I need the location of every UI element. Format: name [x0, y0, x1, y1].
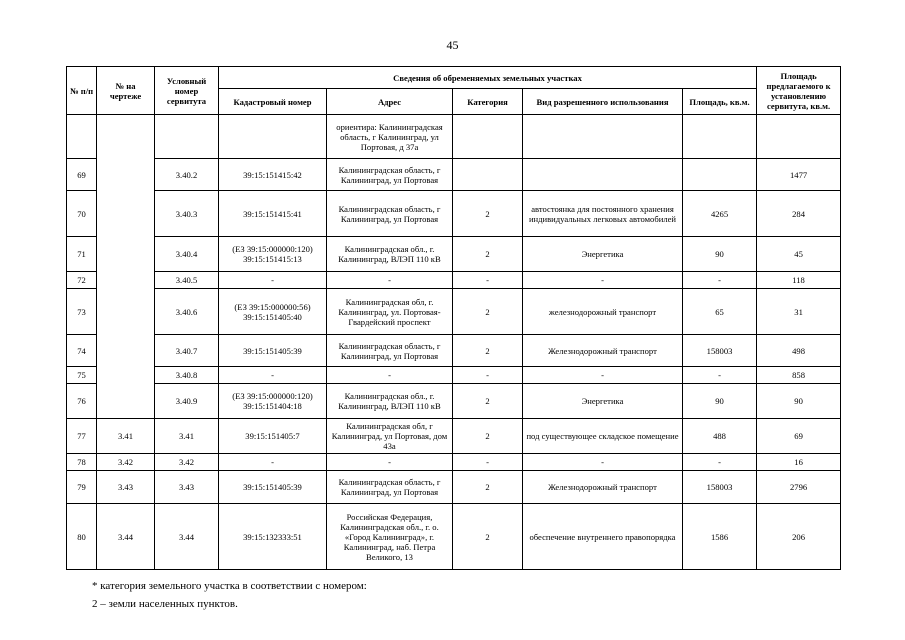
cell-category	[453, 159, 523, 191]
cell-usage	[523, 159, 683, 191]
header-area: Площадь, кв.м.	[683, 89, 757, 115]
table-row	[67, 471, 841, 504]
cell-drawing: 3.41	[97, 419, 155, 454]
cell-usage: железнодорожный транспорт	[523, 289, 683, 335]
page-number: 45	[446, 38, 459, 52]
cell-num: 80	[67, 504, 97, 570]
cell-address: Калининградская обл., г. Калининград, ВЛЭП 110 кВ	[327, 237, 453, 272]
cell-servitude: 3.40.3	[155, 191, 219, 237]
cell-category: -	[453, 367, 523, 384]
cell-cadastral: (ЕЗ 39:15:000000:120) 39:15:151415:13	[219, 237, 327, 272]
cell-servitude: 3.44	[155, 504, 219, 570]
cell-category	[453, 115, 523, 159]
cell-num: 69	[67, 159, 97, 191]
cell-area-servitude: 284	[757, 191, 841, 237]
cell-area	[683, 115, 757, 159]
table-row	[67, 335, 841, 367]
cell-cadastral: 39:15:132333:51	[219, 504, 327, 570]
table-row	[67, 384, 841, 419]
cell-cadastral: (ЕЗ 39:15:000000:56) 39:15:151405:40	[219, 289, 327, 335]
cell-area-servitude: 69	[757, 419, 841, 454]
cell-area-servitude: 858	[757, 367, 841, 384]
cell-category: 2	[453, 384, 523, 419]
cell-area-servitude: 16	[757, 454, 841, 471]
cell-cadastral: 39:15:151405:39	[219, 471, 327, 504]
cell-area-servitude: 206	[757, 504, 841, 570]
table-row	[67, 237, 841, 272]
cell-cadastral	[219, 115, 327, 159]
cell-cadastral: -	[219, 454, 327, 471]
cell-cadastral: 39:15:151415:41	[219, 191, 327, 237]
header-servitude: Условный номер сервитута	[155, 67, 219, 115]
cell-category: -	[453, 454, 523, 471]
cell-usage: Энергетика	[523, 237, 683, 272]
table-row	[67, 191, 841, 237]
cell-cadastral: (ЕЗ 39:15:000000:120) 39:15:151404:18	[219, 384, 327, 419]
cell-num	[67, 115, 97, 159]
cell-area: -	[683, 367, 757, 384]
header-usage: Вид разрешенного использования	[523, 89, 683, 115]
cell-num: 78	[67, 454, 97, 471]
cell-drawing	[97, 115, 155, 419]
cell-usage	[523, 115, 683, 159]
cell-usage: Железнодорожный транспорт	[523, 335, 683, 367]
cell-usage: обеспечение внутреннего правопорядка	[523, 504, 683, 570]
cell-num: 71	[67, 237, 97, 272]
cell-usage: -	[523, 454, 683, 471]
cell-usage: Энергетика	[523, 384, 683, 419]
cell-drawing: 3.43	[97, 471, 155, 504]
cell-area-servitude: 498	[757, 335, 841, 367]
cell-usage: автостоянка для постоянного хранения индивидуальных легковых автомобилей	[523, 191, 683, 237]
cell-usage: Железнодорожный транспорт	[523, 471, 683, 504]
cell-area: 90	[683, 237, 757, 272]
cell-servitude: 3.42	[155, 454, 219, 471]
header-cadastral: Кадастровый номер	[219, 89, 327, 115]
header-category: Категория	[453, 89, 523, 115]
footnote-category: * категория земельного участка в соответствии с номером:	[92, 580, 367, 592]
cell-drawing: 3.44	[97, 504, 155, 570]
cell-area: 158003	[683, 335, 757, 367]
table-row	[67, 367, 841, 384]
header-num: № п/п	[67, 67, 97, 115]
table-row	[67, 159, 841, 191]
cell-num: 75	[67, 367, 97, 384]
cell-area: 488	[683, 419, 757, 454]
table-row	[67, 289, 841, 335]
cell-area-servitude: 1477	[757, 159, 841, 191]
cell-category: 2	[453, 191, 523, 237]
servitude-table	[66, 66, 841, 570]
cell-area: 4265	[683, 191, 757, 237]
table-row	[67, 454, 841, 471]
cell-cadastral: 39:15:151405:7	[219, 419, 327, 454]
cell-category: 2	[453, 419, 523, 454]
cell-address: Калининградская область, г Калининград, ул Портовая	[327, 159, 453, 191]
cell-num: 77	[67, 419, 97, 454]
cell-address: Калининградская обл, г. Калининград, ул. Портовая-Гвардейский проспект	[327, 289, 453, 335]
cell-address: Калининградская обл, г Калининград, ул Портовая, дом 43а	[327, 419, 453, 454]
cell-usage: -	[523, 272, 683, 289]
cell-servitude: 3.40.6	[155, 289, 219, 335]
table-row	[67, 272, 841, 289]
cell-cadastral: -	[219, 367, 327, 384]
cell-area: 90	[683, 384, 757, 419]
cell-area: -	[683, 454, 757, 471]
cell-area: -	[683, 272, 757, 289]
cell-address: -	[327, 272, 453, 289]
header-group: Сведения об обременяемых земельных участках	[219, 67, 757, 89]
cell-area: 65	[683, 289, 757, 335]
cell-category: 2	[453, 335, 523, 367]
cell-category: 2	[453, 504, 523, 570]
cell-area-servitude	[757, 115, 841, 159]
cell-area-servitude: 118	[757, 272, 841, 289]
cell-cadastral: 39:15:151415:42	[219, 159, 327, 191]
cell-area-servitude: 90	[757, 384, 841, 419]
table-row	[67, 115, 841, 159]
cell-address: ориентира: Калининградская область, г Калининград, ул Портовая, д 37а	[327, 115, 453, 159]
cell-servitude: 3.40.5	[155, 272, 219, 289]
cell-num: 73	[67, 289, 97, 335]
cell-address: Калининградская область, г Калининград, ул Портовая	[327, 471, 453, 504]
cell-servitude: 3.40.9	[155, 384, 219, 419]
cell-usage: -	[523, 367, 683, 384]
header-address: Адрес	[327, 89, 453, 115]
cell-area-servitude: 45	[757, 237, 841, 272]
cell-cadastral: -	[219, 272, 327, 289]
cell-area: 158003	[683, 471, 757, 504]
cell-category: -	[453, 272, 523, 289]
header-drawing: № на чертеже	[97, 67, 155, 115]
cell-area-servitude: 2796	[757, 471, 841, 504]
cell-category: 2	[453, 471, 523, 504]
header-area-servitude: Площадь предлагаемого к установлению сервитута, кв.м.	[757, 67, 841, 115]
cell-servitude: 3.40.2	[155, 159, 219, 191]
table-row	[67, 504, 841, 570]
cell-servitude: 3.40.8	[155, 367, 219, 384]
cell-address: -	[327, 367, 453, 384]
cell-area: 1586	[683, 504, 757, 570]
cell-servitude: 3.40.4	[155, 237, 219, 272]
cell-drawing: 3.42	[97, 454, 155, 471]
cell-address: Калининградская обл., г. Калининград, ВЛЭП 110 кВ	[327, 384, 453, 419]
cell-servitude: 3.40.7	[155, 335, 219, 367]
cell-address: Российская Федерация, Калининградская обл., г. о. «Город Калининград», г. Калининград, наб. Петра Великого, 13	[327, 504, 453, 570]
cell-address: -	[327, 454, 453, 471]
cell-cadastral: 39:15:151405:39	[219, 335, 327, 367]
cell-num: 76	[67, 384, 97, 419]
cell-usage: под существующее складское помещение	[523, 419, 683, 454]
cell-num: 72	[67, 272, 97, 289]
cell-category: 2	[453, 289, 523, 335]
cell-num: 70	[67, 191, 97, 237]
cell-num: 74	[67, 335, 97, 367]
cell-area	[683, 159, 757, 191]
cell-area-servitude: 31	[757, 289, 841, 335]
footnote-settlement-lands: 2 – земли населенных пунктов.	[92, 598, 238, 610]
cell-category: 2	[453, 237, 523, 272]
cell-servitude: 3.43	[155, 471, 219, 504]
cell-servitude: 3.41	[155, 419, 219, 454]
cell-servitude	[155, 115, 219, 159]
cell-address: Калининградская область, г Калининград, ул Портовая	[327, 335, 453, 367]
table-row	[67, 419, 841, 454]
cell-num: 79	[67, 471, 97, 504]
cell-address: Калининградская область, г Калининград, ул Портовая	[327, 191, 453, 237]
